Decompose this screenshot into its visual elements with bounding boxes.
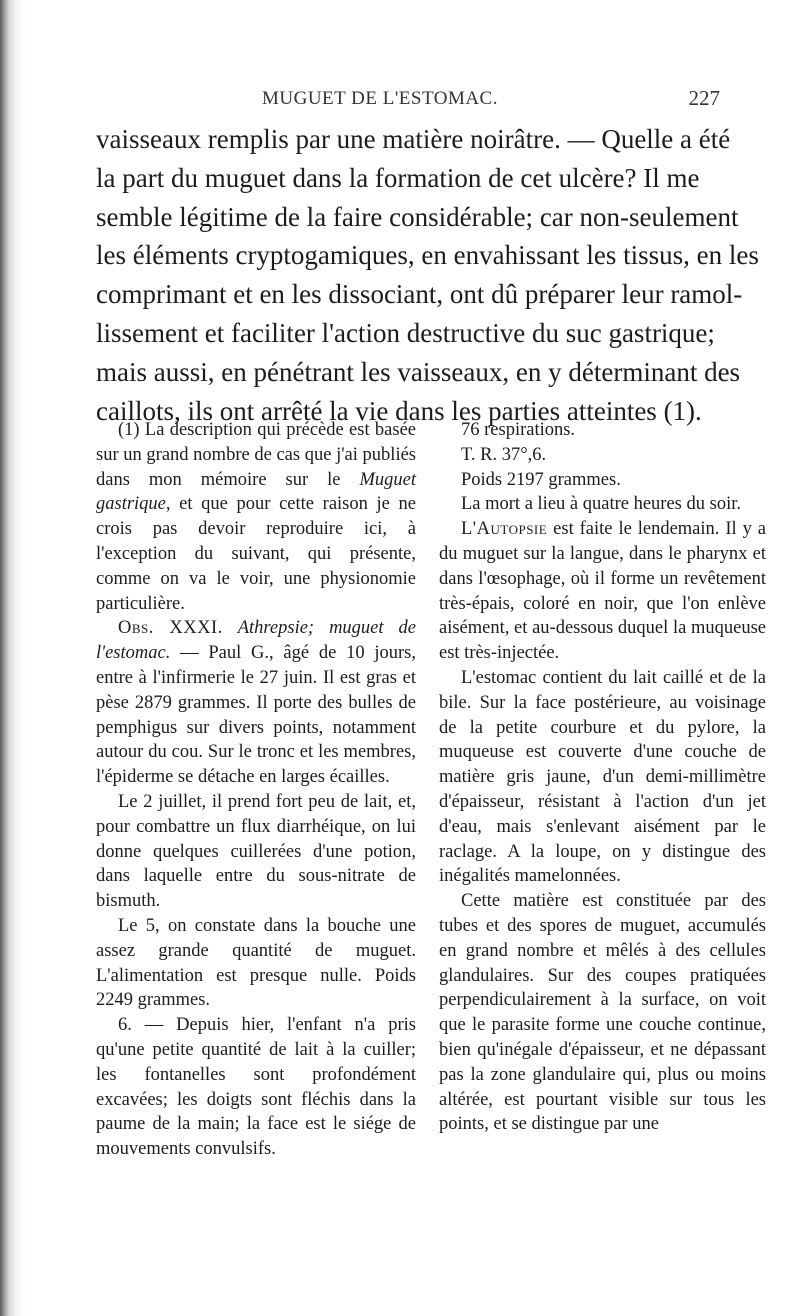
autopsy-paragraph: L'Autopsie est faite le lendemain. Il y a du muguet sur la langue, dans le pharynx et dans l'œsophage, où il forme un revêtement très-épais, coloré en noir, que l'on enlève aisément, et au-dessous duquel la muqueuse est très-injectée. xyxy=(439,519,766,664)
observation-title: Athrepsie; muguet de l'estomac. xyxy=(96,618,416,664)
observation-label: Obs. XXXI. xyxy=(118,618,223,639)
main-text-line: vaisseaux remplis par une matière noirâtre. — Quelle a été xyxy=(96,124,731,154)
vital-sign: Poids 2197 grammes. xyxy=(461,469,621,490)
observation-heading: Obs. XXXI. Athrepsie; muguet de l'estomac. — Paul G., âgé de 10 jours, entre à l'infirmerie le 27 juin. Il est gras et pèse 2879 grammes. Il porte des bulles de pemphigus sur divers points, notamment autour du cou. Sur le tronc et les membres, l'épiderme se détache en larges écailles. xyxy=(96,618,416,788)
main-text-line: les éléments cryptogamiques, en envahissant les tissus, en les xyxy=(96,240,759,271)
vital-sign: 76 respirations. xyxy=(461,420,576,440)
footnote-column-left xyxy=(96,418,416,1162)
main-text-line: comprimant et en les dissociant, ont dû préparer leur ramol- xyxy=(96,279,743,310)
main-text-line: semble légitime de la faire considérable; car non-seulement xyxy=(96,201,739,232)
case-paragraph: Cette matière est constituée par des tubes et des spores de muguet, accumulés en grand nombre et mêlés à des cellules glandulaires. Sur des coupes pratiquées perpendiculairement à la surface, on voit que le parasite forme une couche continue, bien qu'inégale d'épaisseur, et ne dépassant pas la zone glandulaire qui, plus ou moins altérée, est pourtant visible sur tous les points, et se distingue par une xyxy=(439,891,766,1135)
case-paragraph: L'estomac contient du lait caillé et de la bile. Sur la face postérieure, au voisinage de la petite courbure et du pylore, la muqueuse est couverte d'une couche de matière gris jaune, d'un demi-millimètre d'épaisseur, résistant à l'action d'un jet d'eau, mais s'enlevant aisément par le raclage. A la loupe, on y distingue des inégalités mamelonnées. xyxy=(439,667,766,887)
autopsy-label: L'Autopsie xyxy=(461,519,548,540)
footnote-column-right xyxy=(439,418,766,1137)
main-text-line: la part du muguet dans la formation de cet ulcère? Il me xyxy=(96,162,700,193)
running-title: MUGUET DE L'ESTOMAC. xyxy=(262,88,498,109)
footnote-intro: (1) La description qui précède est basée sur un grand nombre de cas que j'ai publiés dans mon mémoire sur le Muguet gastrique, et que pour cette raison je ne crois pas devoir reproduire ici, à l'exception du suivant, qui présente, comme on va le voir, une physionomie particulière. xyxy=(96,420,416,614)
case-paragraph: Le 2 juillet, il prend fort peu de lait, et, pour combattre un flux diarrhéique, on lui donne quelques cuillerées d'une potion, dans laquelle entre du sous-nitrate de bismuth. xyxy=(96,791,416,912)
vital-sign: T. R. 37°,6. xyxy=(461,444,547,465)
case-paragraph: 6. — Depuis hier, l'enfant n'a pris qu'une petite quantité de lait à la cuiller; les fontanelles sont profondément excavées; les doigts sont fléchis dans la paume de la main; la face est le siége de mouvements convulsifs. xyxy=(96,1015,416,1160)
cited-title: Muguet gastrique xyxy=(96,469,416,515)
binding-shadow xyxy=(0,0,26,1316)
case-paragraph: Le 5, on constate dans la bouche une assez grande quantité de muguet. L'alimentation est presque nulle. Poids 2249 grammes. xyxy=(96,915,416,1011)
main-text-line: mais aussi, en pénétrant les vaisseaux, en y déterminant des xyxy=(96,356,741,387)
main-text-line: caillots, ils ont arrêté la vie dans les parties atteintes (1). xyxy=(96,395,702,426)
main-text-line: lissement et faciliter l'action destructive du suc gastrique; xyxy=(96,317,715,348)
page-number: 227 xyxy=(688,86,720,110)
case-paragraph: La mort a lieu à quatre heures du soir. xyxy=(461,494,741,515)
main-paragraph xyxy=(96,120,762,430)
